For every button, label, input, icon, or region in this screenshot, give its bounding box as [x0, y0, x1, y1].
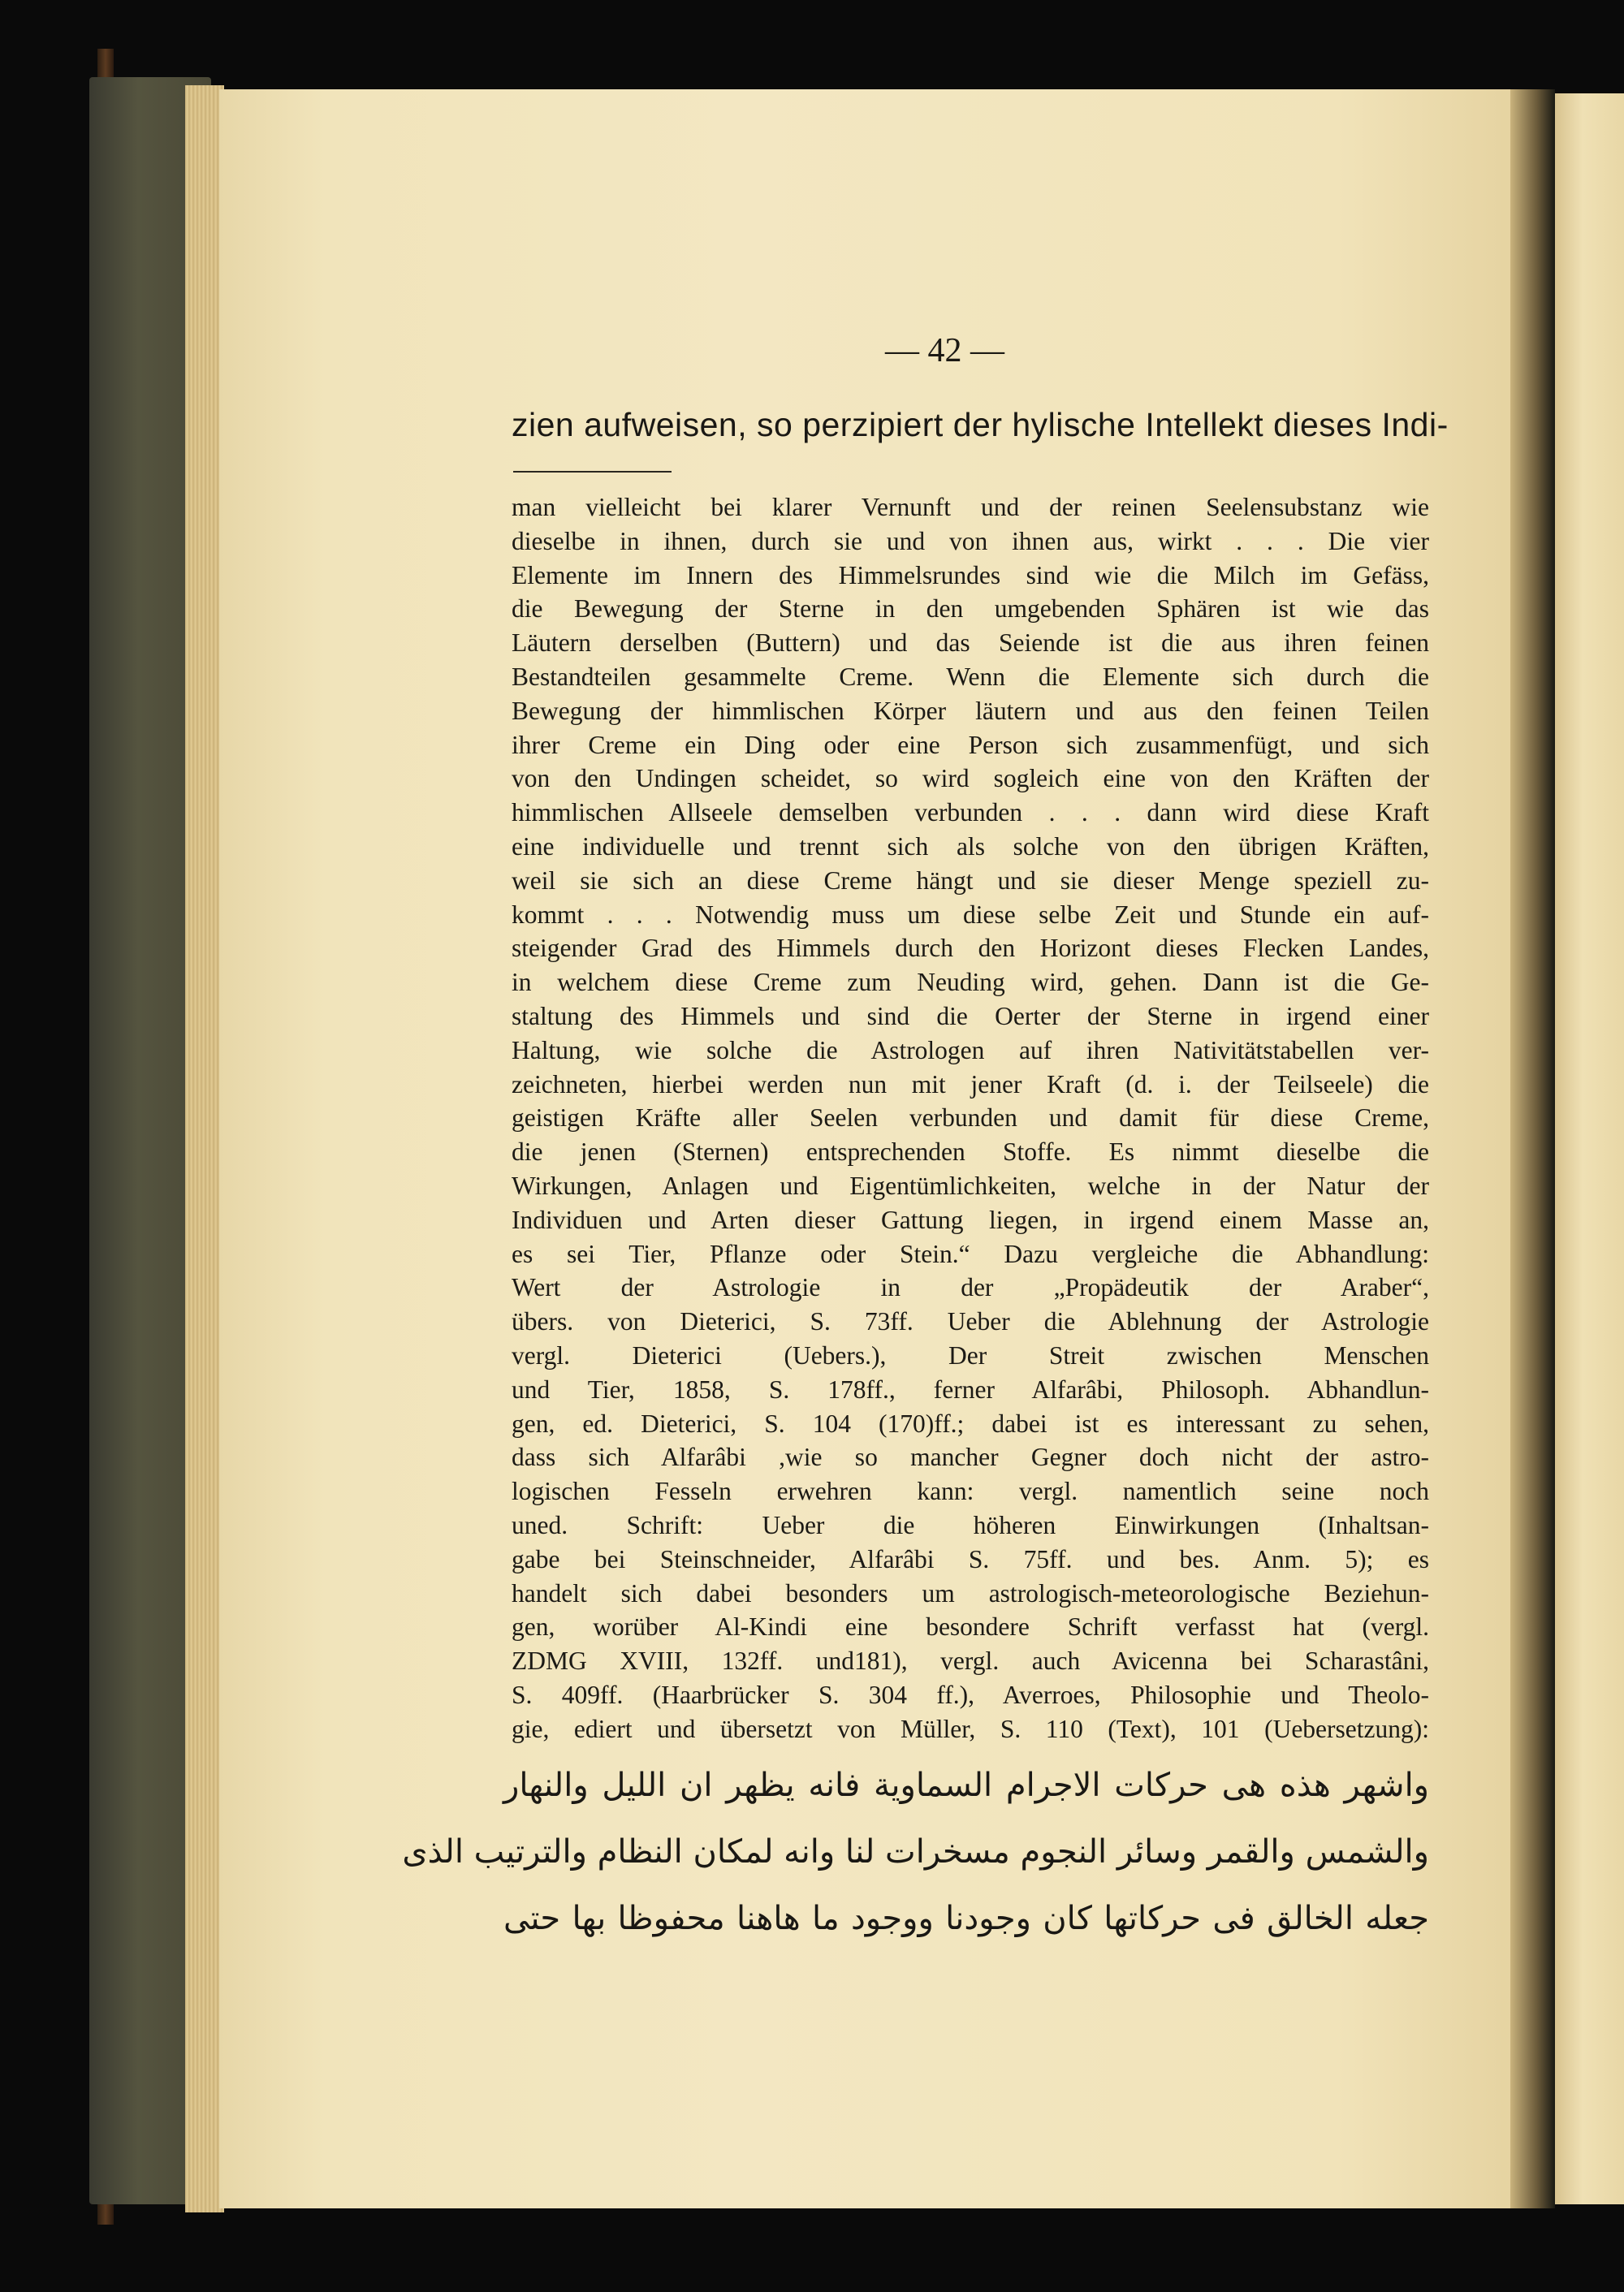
footnote-line: kommt . . . Notwendig muss um diese selbe Zeit und Stunde ein auf- — [512, 900, 1429, 929]
footnote-line: gie, ediert und übersetzt von Müller, S. 110 (Text), 101 (Uebersetzung): — [512, 1714, 1429, 1743]
facing-page-edge — [1555, 93, 1624, 2204]
footnote-line: gen, ed. Dieterici, S. 104 (170)ff.; dabei ist es interessant zu sehen, — [512, 1409, 1429, 1438]
footnote-line: gabe bei Steinschneider, Alfarâbi S. 75ff. und bes. Anm. 5); es — [512, 1544, 1429, 1573]
footnote-line: vergl. Dieterici (Uebers.), Der Streit zwischen Menschen — [512, 1340, 1429, 1370]
footnote-line: es sei Tier, Pflanze oder Stein.“ Dazu vergleiche die Abhandlung: — [512, 1239, 1429, 1268]
footnote-line: Wirkungen, Anlagen und Eigentümlichkeiten, welche in der Natur der — [512, 1171, 1429, 1200]
arabic-line: والشمس والقمر وسائر النجوم مسخرات لنا وانه لمكان النظام والترتيب الذى — [402, 1833, 1429, 1871]
footnote-line: ZDMG XVIII, 132ff. und181), vergl. auch Avicenna bei Scharastâni, — [512, 1647, 1429, 1676]
main-text-line: zien aufweisen, so perzipiert der hylische Intellekt dieses Indi- — [512, 406, 1449, 443]
footnote-line: steigender Grad des Himmels durch den Horizont dieses Flecken Landes, — [512, 934, 1429, 963]
footnote-line: Individuen und Arten dieser Gattung liegen, in irgend einem Masse an, — [512, 1205, 1429, 1234]
footnote-line: übers. von Dieterici, S. 73ff. Ueber die Ablehnung der Astrologie — [512, 1307, 1429, 1336]
footnote-line: weil sie sich an diese Creme hängt und sie dieser Menge speziell zu- — [512, 865, 1429, 895]
footnote-line: Läutern derselben (Buttern) und das Seiende ist die aus ihren feinen — [512, 628, 1429, 658]
footnote-line: von den Undingen scheidet, so wird sogleich eine von den Kräften der — [512, 764, 1429, 793]
page-stack-edge — [185, 85, 224, 2212]
footnote-line: dieselbe in ihnen, durch sie und von ihnen aus, wirkt . . . Die vier — [512, 526, 1429, 555]
footnote-line: dass sich Alfarâbi ,wie so mancher Gegner doch nicht der astro- — [512, 1443, 1429, 1472]
footnote-line: die jenen (Sternen) entsprechenden Stoffe. Es nimmt dieselbe die — [512, 1137, 1429, 1167]
book-gutter — [1510, 89, 1555, 2208]
footnote-line: Bestandteilen gesammelte Creme. Wenn die Elemente sich durch die — [512, 662, 1429, 691]
page-number: — 42 — — [885, 332, 1004, 369]
footnote-line: in welchem diese Creme zum Neuding wird, gehen. Dann ist die Ge- — [512, 968, 1429, 997]
footnote-line: geistigen Kräfte aller Seelen verbunden und damit für diese Creme, — [512, 1103, 1429, 1133]
footnote-line: himmlischen Allseele demselben verbunden . . . dann wird diese Kraft — [512, 798, 1429, 827]
footnote-line: uned. Schrift: Ueber die höheren Einwirkungen (Inhaltsan- — [512, 1510, 1429, 1539]
footnote-line: logischen Fesseln erwehren kann: vergl. namentlich seine noch — [512, 1477, 1429, 1506]
footnote-line: Haltung, wie solche die Astrologen auf ihren Nativitätstabellen ver- — [512, 1035, 1429, 1064]
footnote-line: handelt sich dabei besonders um astrologisch-meteorologische Beziehun- — [512, 1578, 1429, 1608]
arabic-line: جعله الخالق فى حركاتها كان وجودنا ووجود ما هاهنا محفوظا بها حتى — [503, 1900, 1429, 1937]
footnote-line: eine individuelle und trennt sich als solche von den übrigen Kräften, — [512, 831, 1429, 861]
footnote-line: die Bewegung der Sterne in den umgebenden Sphären ist wie das — [512, 594, 1429, 624]
footnote-line: zeichneten, hierbei werden nun mit jener Kraft (d. i. der Teilseele) die — [512, 1069, 1429, 1099]
footnote-line: ihrer Creme ein Ding oder eine Person sich zusammenfügt, und sich — [512, 730, 1429, 759]
footnote-line: Bewegung der himmlischen Körper läutern und aus den feinen Teilen — [512, 696, 1429, 725]
footnote-line: und Tier, 1858, S. 178ff., ferner Alfarâbi, Philosoph. Abhandlun- — [512, 1375, 1429, 1404]
footnote-line: Elemente im Innern des Himmelsrundes sind wie die Milch im Gefäss, — [512, 560, 1429, 589]
footnote-line: staltung des Himmels und sind die Oerter der Sterne in irgend einer — [512, 1001, 1429, 1030]
footnote-line: man vielleicht bei klarer Vernunft und der reinen Seelensubstanz wie — [512, 493, 1429, 521]
arabic-line: واشهر هذه هى حركات الاجرام السماوية فانه يظهر ان الليل والنهار — [503, 1767, 1429, 1804]
footnote-rule — [513, 471, 672, 473]
footnote-line: S. 409ff. (Haarbrücker S. 304 ff.), Averroes, Philosophie und Theolo- — [512, 1680, 1429, 1709]
arabic-quotation — [402, 1752, 1429, 1952]
footnote-line: Wert der Astrologie in der „Propädeutik der Araber“, — [512, 1273, 1429, 1302]
footnote-line: gen, worüber Al-Kindi eine besondere Schrift verfasst hat (vergl. — [512, 1612, 1429, 1642]
footnote-text — [512, 490, 1429, 1746]
